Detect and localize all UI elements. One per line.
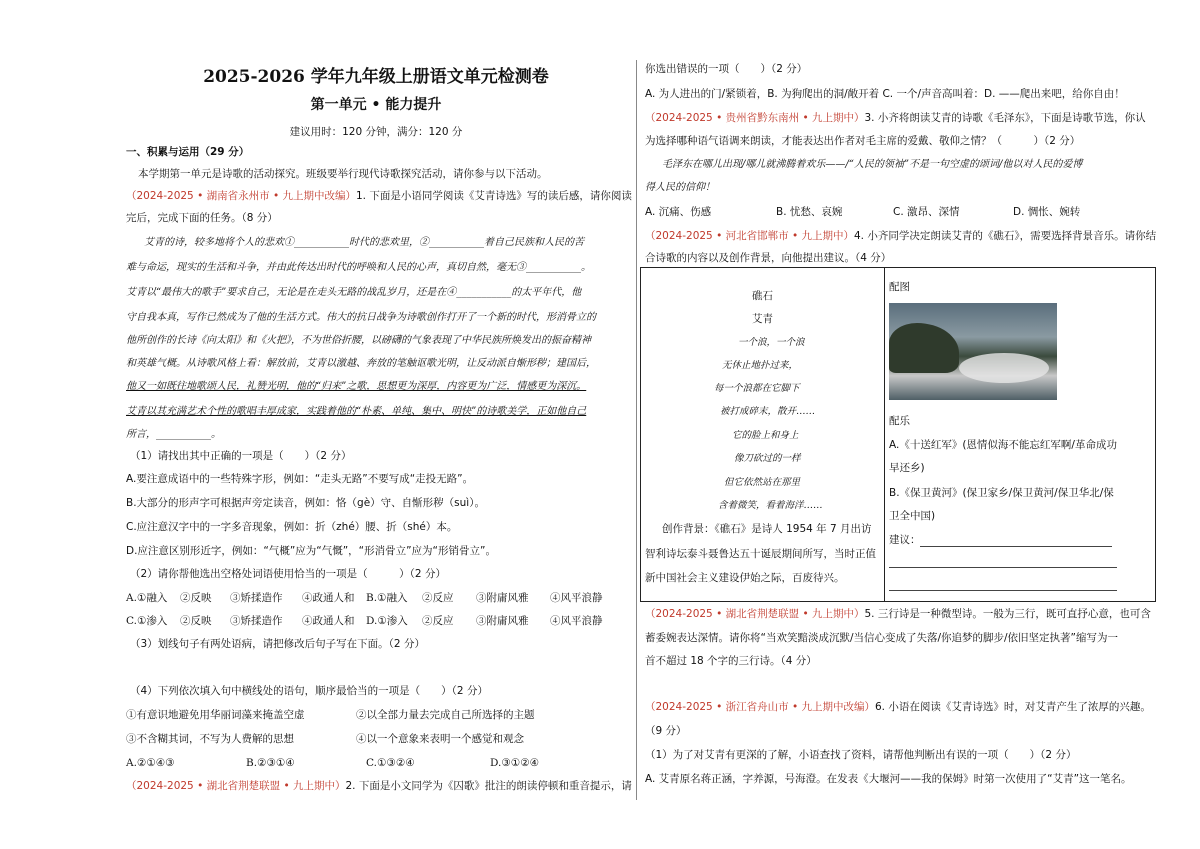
q3-line	[645, 111, 1146, 125]
q1-2-option-c: ④政通人和	[302, 615, 355, 627]
poem-line: 无休止地扑过来，	[722, 360, 799, 371]
q1-4-sentence: ③不含糊其词，不写为人费解的思想	[126, 733, 294, 745]
music-option-b: 卫全中国)	[889, 510, 936, 522]
passage-line: 他所创作的长诗《向太阳》和《火把》，不为世俗折腰，以磅礴的气象表现了中华民族所焕发出的振奋精神	[126, 335, 591, 346]
q1-2-option-c: ②反映	[180, 615, 212, 627]
q1-3: （3）划线句子有两处语病，请把修改后句子写在下面。（2 分）	[130, 638, 425, 650]
q1-1-option: B.大部分的形声字可根据声旁定读音，例如：恪（gè）守、自惭形秽（suì）。	[126, 497, 485, 509]
q3-source: （2024-2025 • 贵州省黔东南州 • 九上期中）	[645, 112, 865, 124]
suggest-label: 建议：	[889, 534, 921, 546]
q1-4-answer: C.①③②④	[366, 757, 415, 769]
q6-1: （1）为了对艾青有更深的了解，小语查找了资料，请帮他判断出有误的一项（ ）（2 分）	[645, 749, 1077, 761]
poem-line: 但它依然站在那里	[724, 477, 801, 488]
q1-2-option-a: ③矫揉造作	[230, 592, 283, 604]
q1-2-option-b: ②反应	[422, 592, 454, 604]
poem-line: 它的脸上和身上	[732, 430, 799, 441]
column-divider	[636, 60, 637, 800]
q1-1-option: D.应注意区别形近字，例如：“气概”应为“气慨”，“形消骨立”应为“形销骨立”。	[126, 545, 496, 557]
q1-4-sentence: ①有意识地避免用华丽词藻来掩盖空虚	[126, 709, 305, 721]
q1-4: （4）下列依次填入句中横线处的语句，顺序最恰当的一项是（ ）（2 分）	[130, 685, 488, 697]
picture-label: 配图	[889, 281, 910, 293]
q5-text3: 首不超过 18 个字的三行诗。（4 分）	[645, 655, 817, 667]
q3-poem2: 得人民的信仰！	[645, 182, 715, 193]
passage-line: 难与命运，现实的生活和斗争，并由此传达出时代的呼唤和人民的心声，真切自然，毫无③___________。	[126, 262, 591, 273]
q3-text: 3. 小齐将朗读艾青的诗歌《毛泽东》，下面是诗歌节选，你认	[864, 112, 1146, 124]
passage-line-underlined: 他又一如既往地歌颂人民，礼赞光明，他的“归来”之歌，思想更为深厚，内容更为广泛，情感更为深沉。	[126, 381, 587, 392]
q1-2-option-d: ②反应	[422, 615, 454, 627]
q2-source: （2024-2025 • 湖北省荆楚联盟 • 九上期中）	[126, 780, 346, 792]
page-title: 2025-2026 学年九年级上册语文单元检测卷	[203, 67, 549, 87]
poem-line: 含着微笑，看着海洋……	[718, 500, 823, 511]
q1-text: 1. 下面是小语同学阅读《艾青诗选》写的读后感，请你阅读	[355, 190, 632, 202]
q1-4-answer: A.②①④③	[126, 757, 175, 769]
q6-line	[645, 700, 1151, 714]
q4-text2: 合诗歌的内容以及创作背景，向他提出建议。（4 分）	[645, 252, 892, 264]
passage-line: 和英雄气概。从诗歌风格上看：解放前，艾青以激越、奔放的笔触讴歌光明，让反动派自惭形秽；建国后，	[126, 358, 596, 369]
q6-text2: （9 分）	[645, 725, 687, 737]
q3-option: C. 激昂、深情	[893, 206, 960, 218]
music-option-b: B.《保卫黄河》(保卫家乡/保卫黄河/保卫华北/保	[889, 487, 1114, 499]
q1-4-answer: B.②③①④	[246, 757, 295, 769]
q1-1-option: C.应注意汉字中的一字多音现象，例如：折（zhé）腰、折（shé）本。	[126, 521, 458, 533]
section-heading: 一、积累与运用（29 分）	[126, 146, 250, 158]
music-option-a: A.《十送红军》(恩情似海不能忘红军啊/革命成功	[889, 439, 1117, 451]
q1-2-option-b: ③附庸风雅	[476, 592, 529, 604]
intro-text: 本学期第一单元是诗歌的活动探究。班级要举行现代诗歌探究活动，请你参与以下活动。	[138, 168, 548, 180]
q3-option: A. 沉痛、伤感	[645, 206, 712, 218]
q2-options: A. 为人进出的门/紧锁着，B. 为狗爬出的洞/敞开着 C. 一个/声音高叫着：D. ——爬出来吧，给你自由！	[645, 88, 1125, 100]
q1-2-option-c: C.①渗入	[126, 615, 168, 627]
poem-line: 每一个浪都在它脚下	[714, 383, 800, 394]
poem-line: 被打成碎末，散开……	[720, 406, 816, 417]
q1-2-option-d: ④风平浪静	[550, 615, 603, 627]
answer-line	[889, 590, 1117, 591]
answer-line	[920, 546, 1112, 547]
passage-line: 守自我本真，写作已然成为了他的生活方式。伟大的抗日战争为诗歌创作打开了一个新的时代，形消骨立的	[126, 312, 596, 323]
exam-meta: 建议用时：120 分钟，满分：120 分	[289, 126, 463, 138]
page-subtitle: 第一单元 • 能力提升	[310, 97, 442, 113]
poem-background: 智利诗坛泰斗聂鲁达五十诞辰期间所写，当时正值	[645, 548, 876, 560]
q5-text: 5. 三行诗是一种微型诗。一般为三行，既可直抒心意，也可含	[864, 608, 1151, 620]
q1-1: （1）请找出其中正确的一项是（ ）（2 分）	[130, 450, 352, 462]
q1-1-option: A.要注意成语中的一些特殊字形，例如：“走头无路”不要写成“走投无路”。	[126, 473, 474, 485]
q3-option: B. 忧愁、哀婉	[776, 206, 843, 218]
q2-cont: 你选出错误的一项（ ）（2 分）	[645, 63, 808, 75]
poem-line: 一个浪，一个浪	[738, 337, 805, 348]
q1-text2: 完后，完成下面的任务。（8 分）	[126, 212, 278, 224]
answer-line	[889, 567, 1117, 568]
q6-text: 6. 小语在阅读《艾青诗选》时，对艾青产生了浓厚的兴趣。	[874, 701, 1151, 713]
seashore-rock-photo	[889, 303, 1057, 400]
q6-1-option-a: A. 艾青原名蒋正涵，字养源，号海澄。在发表《大堰河——我的保姆》时第一次使用了“艾青”这一笔名。	[645, 773, 1132, 785]
q5-source: （2024-2025 • 湖北省荆楚联盟 • 九上期中）	[645, 608, 865, 620]
q1-4-answer: D.③①②④	[490, 757, 540, 769]
poem-title: 礁石	[752, 290, 773, 302]
q4-line	[645, 229, 1156, 243]
passage-line: 艾青以“最伟大的歌手”要求自己，无论是在走头无路的战乱岁月，还是在④___________的太平年代，他	[126, 287, 582, 298]
q1-2-option-b: B.①融入	[366, 592, 408, 604]
q1-2: （2）请你帮他选出空格处词语使用恰当的一项是（ ）（2 分）	[130, 568, 446, 580]
q1-2-option-d: ③附庸风雅	[476, 615, 529, 627]
poem-background: 新中国社会主义建设伊始之际，百废待兴。	[645, 572, 845, 584]
poem-author: 艾青	[752, 313, 773, 325]
q4-source: （2024-2025 • 河北省邯郸市 • 九上期中）	[645, 230, 854, 242]
q2-text: 2. 下面是小文同学为《囚歌》批注的朗读停顿和重音提示，请	[345, 780, 632, 792]
q1-2-option-a: ④政通人和	[302, 592, 355, 604]
q3-option: D. 惆怅、婉转	[1013, 206, 1081, 218]
q3-poem: 毛泽东在哪儿出现/哪儿就沸腾着欢乐——/“人民的领袖”不是一句空虚的颂词/他以对人民的爱博	[662, 159, 1083, 170]
q4-text: 4. 小齐同学决定朗读艾青的《礁石》，需要选择背景音乐。请你结	[853, 230, 1157, 242]
q6-source: （2024-2025 • 浙江省舟山市 • 九上期中改编）	[645, 701, 875, 713]
q5-text2: 蓄委婉表达深情。请你将“当欢笑黯淡成沉默/当信心变成了失落/你追梦的脚步/依旧坚定执著”缩写为一	[645, 632, 1118, 644]
music-label: 配乐	[889, 415, 910, 427]
poem-line: 像刀砍过的一样	[734, 453, 801, 464]
passage-line: 所言，___________。	[126, 429, 221, 440]
q1-2-option-d: D.①渗入	[366, 615, 408, 627]
q3-text2: 为选择哪种语气语调来朗读，才能表达出作者对毛主席的爱戴、敬仰之情？（ ）（2 分）	[645, 135, 1081, 147]
music-option-a: 早还乡)	[889, 462, 925, 474]
poem-background: 创作背景：《礁石》是诗人 1954 年 7 月出访	[662, 523, 872, 535]
q1-2-option-c: ③矫揉造作	[230, 615, 283, 627]
passage-line: 艾青的诗，较多地将个人的悲欢①___________时代的悲欢里，②___________着自己民族和人民的苦	[144, 237, 584, 248]
q1-source: （2024-2025 • 湖南省永州市 • 九上期中改编）	[126, 190, 356, 202]
q1-2-option-b: ④风平浪静	[550, 592, 603, 604]
q1-4-sentence: ④以一个意象来表明一个感觉和观念	[356, 733, 524, 745]
q2-line	[126, 779, 632, 793]
q1-line	[126, 189, 632, 203]
passage-line-underlined: 艾青以其充满艺术个性的歌唱丰厚成家，实践着他的“朴素、单纯、集中、明快”的诗歌美学，正如他自己	[126, 406, 587, 417]
q5-line	[645, 607, 1151, 621]
q1-2-option-a: ②反映	[180, 592, 212, 604]
q1-4-sentence: ②以全部力量去完成自己所选择的主题	[356, 709, 535, 721]
q1-2-option-a: A.①融入	[126, 592, 168, 604]
